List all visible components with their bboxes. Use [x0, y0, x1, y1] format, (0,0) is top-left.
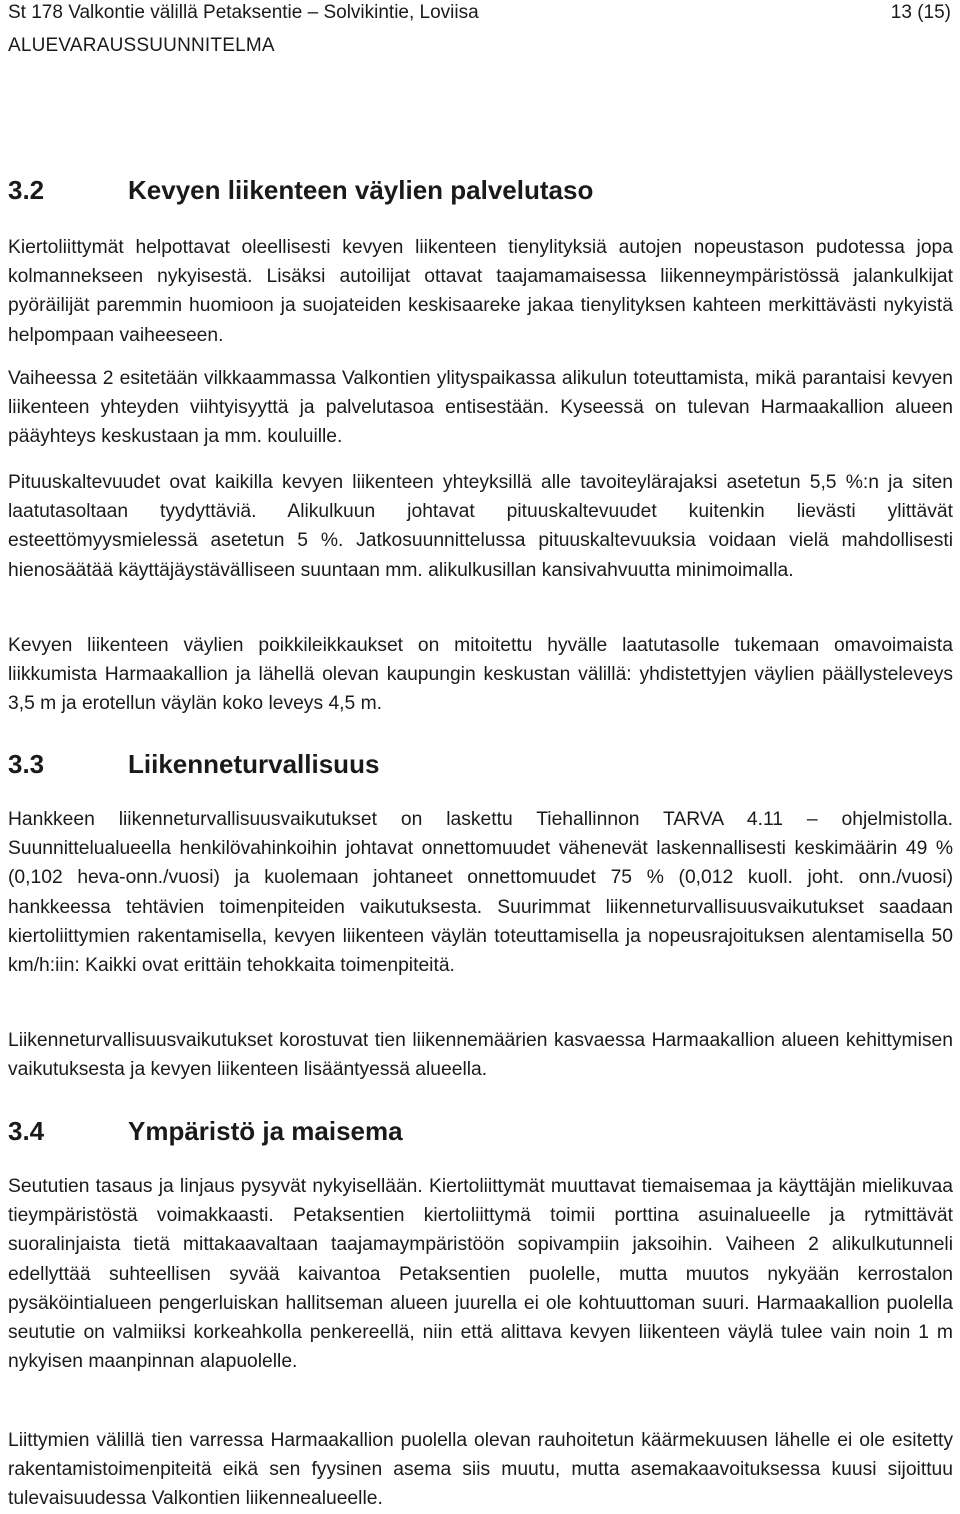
section-heading-3-3 [8, 748, 953, 780]
document-title: St 178 Valkontie välillä Petaksentie – Solvikintie, Loviisa [8, 2, 479, 23]
paragraph: Seututien tasaus ja linjaus pysyvät nykyisellään. Kiertoliittymät muuttavat tiemaisemaa ja käyttäjän mielikuvaa tieympäristöstä voimakkaasti. Petaksentien kiertoliittymä toimii porttina asuinalueelle ja rytmittävät suoralinjaista tietä mittakaavaltaan taajamaympäristöön sopivampiin jaksoihin. Vaiheen 2 alikulkutunneli edellyttää suhteellisen syvää kaivantoa Petaksentien puolelle, mutta muutos nykyään kerrostalon pysäköintialueen pengerluiskan hallitseman alueen juurella ei ole kohtuuttoman suuri. Harmaakallion puolella seututie on valmiiksi korkeahkolla penkereellä, niin että alittava kevyen liikenteen väylä tulee vain noin 1 m nykyisen maanpinnan alapuolelle. [8, 1176, 953, 1373]
paragraph: Liikenneturvallisuusvaikutukset korostuvat tien liikennemäärien kasvaessa Harmaakallion alueen kehittymisen vaikutuksesta ja kevyen liikenteen lisääntyessä alueella. [8, 1030, 953, 1081]
paragraph: Vaiheessa 2 esitetään vilkkaammassa Valkontien ylityspaikassa alikulun toteuttamista, mikä parantaisi kevyen liikenteen yhteyden viihtyisyyttä ja palvelutasoa entisestään. Kyseessä on tulevan Harmaakallion alueen pääyhteys keskustaan ja mm. kouluille. [8, 368, 953, 448]
paragraph: Hankkeen liikenneturvallisuusvaikutukset on laskettu Tiehallinnon TARVA 4.11 – ohjelmistolla. Suunnittelualueella henkilövahinkoihin johtavat onnettomuudet vähenevät laskennallisesti keskimäärin 49 % (0,102 heva-onn./vuosi) ja kuolemaan johtaneet onnettomuudet 75 % (0,012 kuoll. joht. onn./vuosi) hankkeessa tehtävien toimenpiteiden vaikutuksesta. Suurimmat liikenneturvallisuusvaikutukset saadaan kiertoliittymien rakentamisella, kevyen liikenteen väylän toteuttamisella ja nopeusrajoituksen alentamisella 50 km/h:iin: Kaikki ovat erittäin tehokkaita toimenpiteitä. [8, 809, 953, 977]
paragraph: Liittymien välillä tien varressa Harmaakallion puolella olevan rauhoitetun käärmekuusen lähelle ei ole esitetty rakentamistoimenpiteitä eikä sen fyysinen asema siis muutu, mutta asemakaavoituksessa kuusi sijoittuu tulevaisuudessa Valkontien liikennealueelle. [8, 1430, 953, 1510]
paragraph: Kiertoliittymät helpottavat oleellisesti kevyen liikenteen tienylityksiä autojen nopeustason pudotessa jopa kolmannekseen nykyisestä. Lisäksi autoilijat ottavat taajamamaisessa liikenneympäristössä jalankulkijat pyöräilijät paremmin huomioon ja suojateiden keskisaareke jakaa tienylityksen kahteen merkittävästi nykyistä helpompaan vaiheeseen. [8, 237, 953, 346]
page-number: 13 (15) [890, 2, 951, 23]
paragraph: Kevyen liikenteen väylien poikkileikkaukset on mitoitettu hyvälle laatutasolle tukemaan omavoimaista liikkumista Harmaakallion ja lähellä olevan kaupungin keskustan välillä: yhdistettyjen väylien päällysteleveys 3,5 m ja erotellun väylän koko leveys 4,5 m. [8, 635, 953, 715]
section-number: 3.4 [8, 1116, 45, 1146]
page-header [8, 0, 953, 70]
section-heading-3-4 [8, 1115, 953, 1147]
section-title: Ympäristö ja maisema [128, 1116, 403, 1146]
section-number: 3.2 [8, 175, 45, 205]
paragraph: Pituuskaltevuudet ovat kaikilla kevyen liikenteen yhteyksillä alle tavoiteylärajaksi asetetun 5,5 %:n ja siten laatutasoltaan tyydyttäviä. Alikulkuun johtavat pituuskaltevuudet kuitenkin lievästi ylittävät esteettömyysmielessä asetetun 5 %. Jatkosuunnittelussa pituuskaltevuuksia voidaan vielä mahdollisesti hienosäätää käyttäjäystävälliseen suuntaan mm. alikulkusillan kansivahvuutta minimoimalla. [8, 472, 953, 581]
section-title: Liikenneturvallisuus [128, 749, 380, 779]
section-title: Kevyen liikenteen väylien palvelutaso [128, 175, 594, 205]
document-page [8, 0, 953, 1510]
document-subtitle: ALUEVARAUSSUUNNITELMA [8, 35, 275, 56]
section-heading-3-2 [8, 174, 953, 206]
section-number: 3.3 [8, 749, 45, 779]
